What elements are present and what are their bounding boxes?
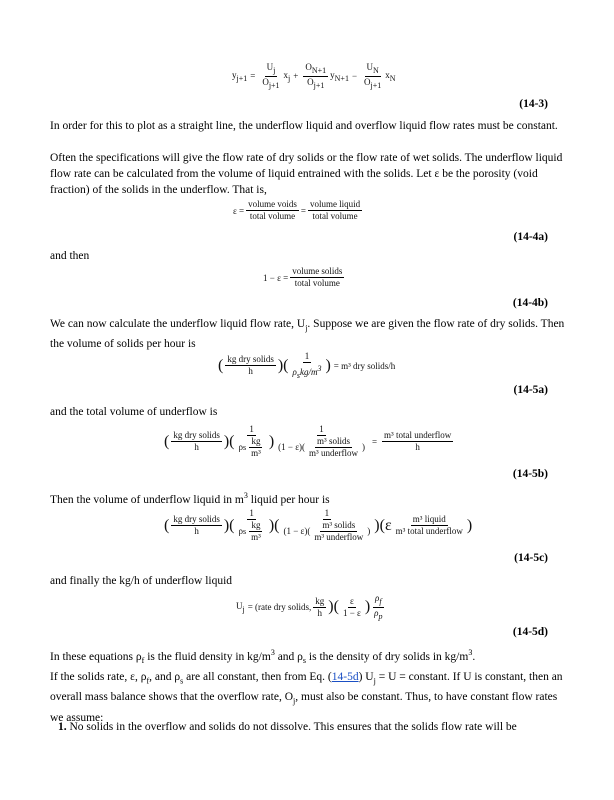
equation-14-4a: ε = $\frac{\text{volume voids}}{\text{total volume}}$ = $\frac{\text{volume liquid}}{\text{total volume}}$ xyxy=(233,199,361,221)
paragraph-7: and finally the kg/h of underflow liquid xyxy=(50,575,233,587)
equation-number-14-5c: (14-5c) xyxy=(514,552,548,564)
paragraph-6: Then the volume of underflow liquid in $m^3$ liquid per hour is xyxy=(50,491,330,506)
equation-14-3: $y_{j+1}$ = $\frac{U_j}{O_{j+1}}$ $x_j$ + $\frac{O_{N+1}}{O_{j+1}}$ $y_{N+1}$ − $\frac{U_N}{O_{j+1}}$ $x_N$ xyxy=(232,62,396,90)
equation-number-14-4a: (14-4a) xyxy=(513,231,548,243)
paragraph-3: and then xyxy=(50,250,90,262)
paragraph-2: Often the specifications will give the flow rate of dry solids or the flow rate of wet solids. The underflow liquid flow rate can be calculated from the volume of liquid entrained with the solids. Let ε be the porosity (void fraction) of the solids in the underflow. That is, xyxy=(50,152,563,196)
equation-number-14-5b: (14-5b) xyxy=(512,468,548,480)
list-item-1: 1. No solids in the overflow and solids do not dissolve. This ensures that the solids flow rate will be xyxy=(58,721,517,733)
equation-14-5d: $U_j$ = (rate dry solids, $\frac{kg}{h}$ )( $\frac{\varepsilon}{1 - \varepsilon}$ ) $\frac{\rho_f}{\rho_p}$ xyxy=(236,593,383,621)
equation-number-14-3: (14-3) xyxy=(519,98,548,110)
equation-number-14-5a: (14-5a) xyxy=(513,384,548,396)
equation-14-4b: 1 − ε = $\frac{\text{volume solids}}{\text{total volume}}$ xyxy=(263,266,343,288)
paragraph-9: If the solids rate, ε, $\rho_f$, and $\rho_s$ are all constant, then from Eq. (14-5d) $U_j = U$ = constant. If U is constant, then an overall mass balance shows that the overflow rate, $O_j$, must also be constant. Thus, to have constant flow rates we assume: xyxy=(50,671,563,724)
equation-14-5a: ( $\frac{\text{kg dry solids}}{h}$ )( $\frac{1}{\rho_skg/m^3}$ ) = m³ dry solids/h xyxy=(218,351,396,380)
equation-number-14-5d: (14-5d) xyxy=(512,626,548,638)
paragraph-1: In order for this to plot as a straight line, the underflow liquid and overflow liquid flow rates must be constant. xyxy=(50,120,558,132)
paragraph-5: and the total volume of underflow is xyxy=(50,406,218,418)
equation-link-14-5d[interactable]: 14-5d xyxy=(331,671,359,683)
paragraph-8: In these equations $\rho_f$ is the fluid density in $kg/m^3$ and $\rho_s$ is the density of dry solids in $kg/m^3$. xyxy=(50,648,476,666)
equation-14-5b: ( $\frac{\text{kg dry solids}}{h}$ )( 1 ρ s $\frac{kg}{\text{m³}}$ ) 1 (1 − ε)( $\frac{\text{m³ solids}}{\text{m³ underflow}}$ ) = $\frac{\text{m³ total underflow}}{h}$ xyxy=(164,424,452,458)
equation-number-14-4b: (14-4b) xyxy=(512,297,548,309)
paragraph-4: We can now calculate the underflow liquid flow rate, $U_j$. Suppose we are given the flow rate of dry solids. Then the volume of solids per hour is xyxy=(50,318,565,351)
equation-14-5c: ( $\frac{\text{kg dry solids}}{h}$ )( 1 ρ s $\frac{kg}{\text{m³}}$ )( 1 (1 − ε)( $\frac{\text{m³ solids}}{\text{m³ underflow}}$ ) )(ε $\frac{\text{m³ liquid}}{\text{m³ total underflow}}$ ) xyxy=(164,508,473,542)
